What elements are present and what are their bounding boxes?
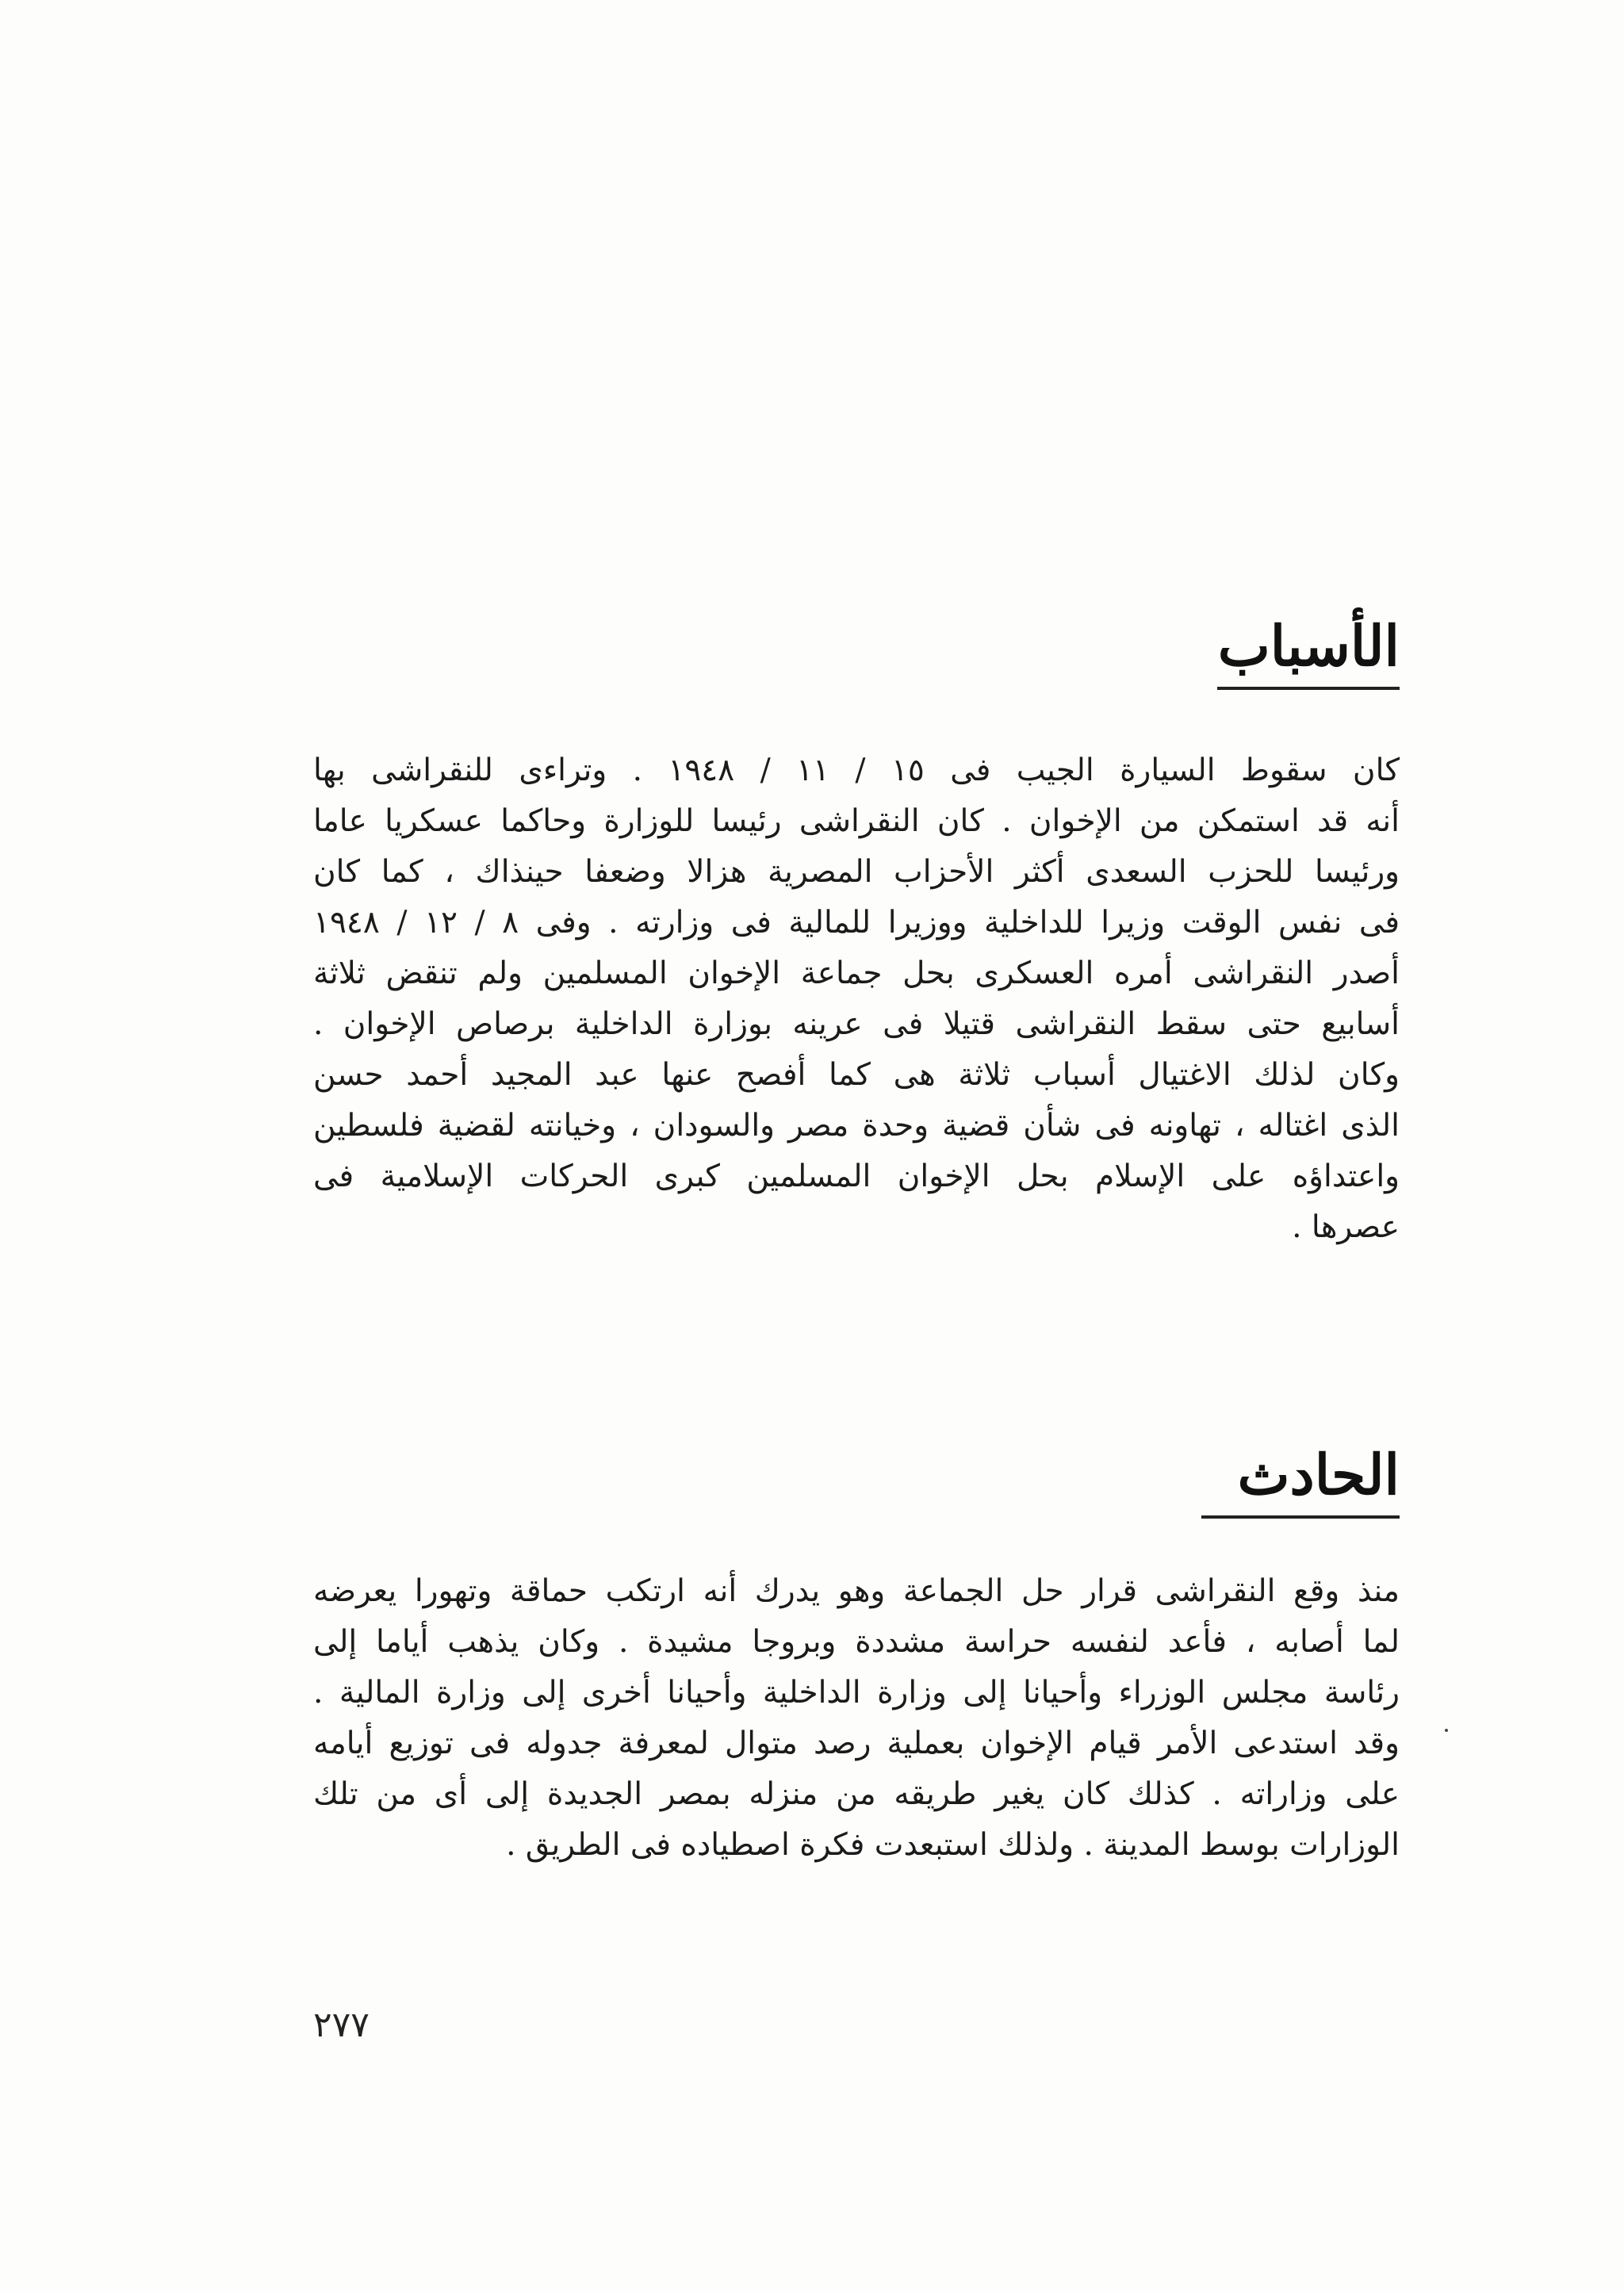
incident-heading-underline <box>1201 1515 1400 1519</box>
paragraph-line: على وزاراته . كذلك كان يغير طريقه من منزله بمصر الجديدة إلى أى من تلك <box>313 1776 1400 1812</box>
paragraph-line: لما أصابه ، فأعد لنفسه حراسة مشددة وبروجا مشيدة . وكان يذهب أياما إلى <box>313 1624 1400 1660</box>
section-causes <box>313 611 1400 1388</box>
causes-heading-block <box>1217 611 1400 690</box>
paragraph-line: منذ وقع النقراشى قرار حل الجماعة وهو يدرك أنه ارتكب حماقة وتهورا يعرضه <box>313 1573 1400 1609</box>
paragraph-line: رئاسة مجلس الوزراء وأحيانا إلى وزارة الداخلية وأحيانا أخرى إلى وزارة المالية . <box>313 1675 1400 1711</box>
paragraph-line: واعتداؤه على الإسلام بحل الإخوان المسلمين كبرى الحركات الإسلامية فى <box>313 1159 1400 1194</box>
incident-heading-block <box>1201 1439 1400 1519</box>
paragraph-line: ورئيسا للحزب السعدى أكثر الأحزاب المصرية هزالا وضعفا حينذاك ، كما كان <box>313 854 1400 890</box>
section-incident <box>313 1439 1400 1947</box>
causes-paragraph <box>313 745 1400 1253</box>
paragraph-line: وكان لذلك الاغتيال أسباب ثلاثة هى كما أفصح عنها عبد المجيد أحمد حسن <box>313 1057 1400 1093</box>
incident-paragraph <box>313 1566 1400 1871</box>
incident-heading: الحادث <box>1237 1442 1400 1508</box>
paragraph-line: فى نفس الوقت وزيرا للداخلية ووزيرا للمالية فى وزارته . وفى ٨ / ١٢ / ١٩٤٨ <box>313 905 1400 941</box>
paragraph-line: وقد استدعى الأمر قيام الإخوان بعملية رصد متوال لمعرفة جدوله فى توزيع أيامه <box>313 1726 1400 1761</box>
paragraph-line: كان سقوط السيارة الجيب فى ١٥ / ١١ / ١٩٤٨ . وتراءى للنقراشى بها <box>313 753 1400 788</box>
paragraph-line: أسابيع حتى سقط النقراشى قتيلا فى عرينه بوزارة الداخلية برصاص الإخوان . <box>313 1006 1400 1042</box>
paragraph-line: عصرها . <box>1292 1209 1400 1245</box>
paragraph-line: الذى اغتاله ، تهاونه فى شأن قضية وحدة مصر والسودان ، وخيانته لقضية فلسطين <box>313 1108 1400 1144</box>
paragraph-line: أنه قد استمكن من الإخوان . كان النقراشى رئيسا للوزارة وحاكما عسكريا عاما <box>313 803 1400 839</box>
page-number: ٢٧٧ <box>313 2005 370 2045</box>
paragraph-line: الوزارات بوسط المدينة . ولذلك استبعدت فكرة اصطياده فى الطريق . <box>506 1827 1400 1863</box>
paragraph-line: أصدر النقراشى أمره العسكرى بحل جماعة الإخوان المسلمين ولم تنقض ثلاثة <box>313 956 1400 991</box>
causes-heading: الأسباب <box>1217 613 1400 679</box>
causes-heading-underline <box>1217 687 1400 690</box>
scan-speck <box>1445 1729 1448 1732</box>
